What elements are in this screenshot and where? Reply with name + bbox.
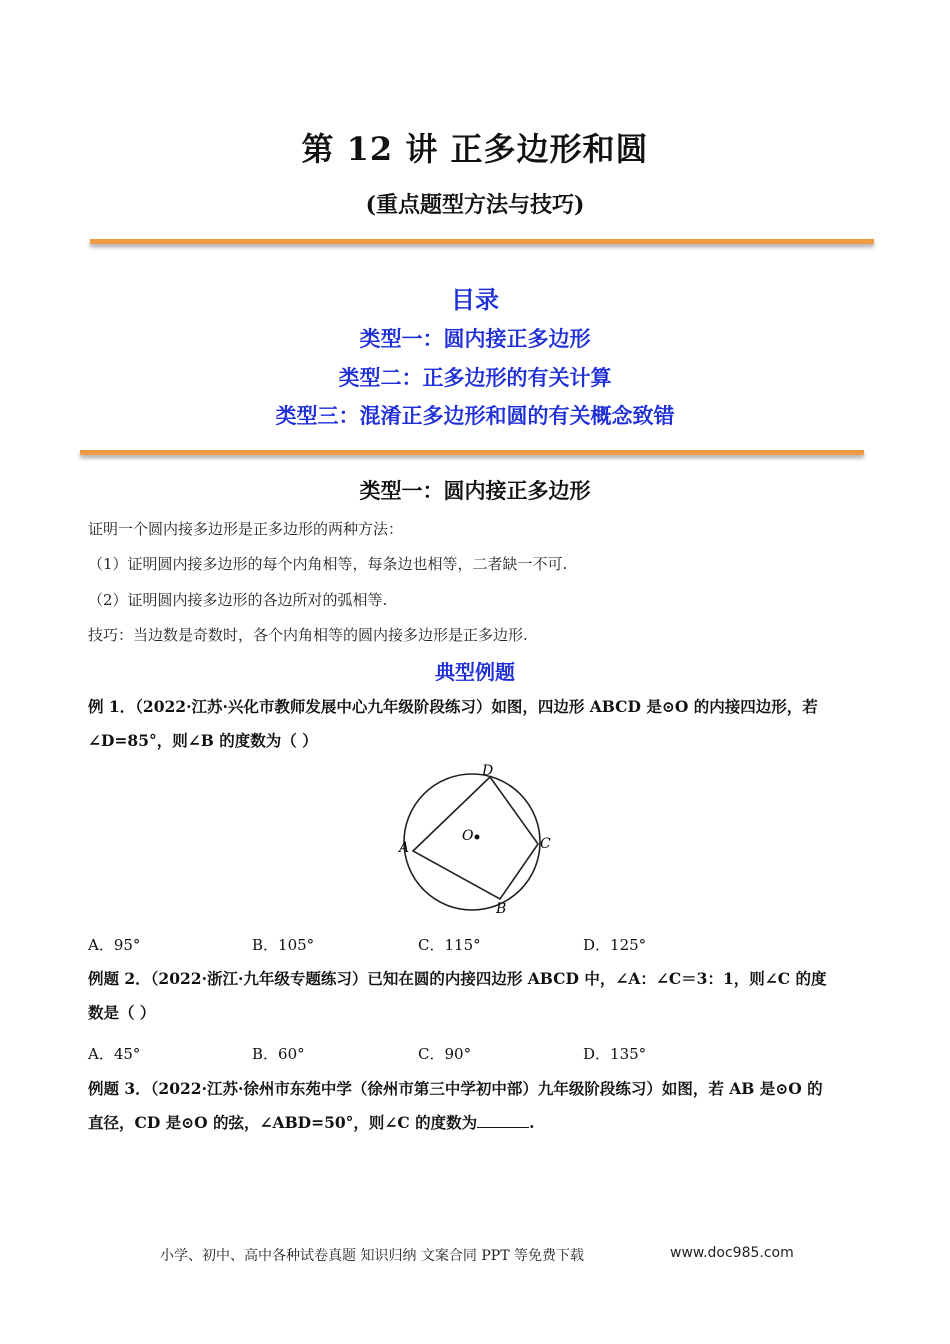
q1-option-a[interactable]: A．95°	[88, 936, 141, 954]
footer-text: 小学、初中、高中各种试卷真题 知识归纳 文案合同 PPT 等免费下载	[160, 1248, 584, 1264]
q1-option-d[interactable]: D．125°	[583, 936, 647, 954]
top-divider	[90, 239, 874, 244]
q3-text	[88, 1072, 863, 1140]
method-intro: 证明一个圆内接多边形是正多边形的两种方法：	[88, 520, 404, 538]
page-title: 第 12 讲 正多边形和圆	[301, 130, 649, 168]
q3-line2: 直径，CD 是⊙O 的弦，∠ABD=50°，则∠C 的度数为	[88, 1113, 478, 1132]
q2-line1: 例题 2．（2022·浙江·九年级专题练习）已知在圆的内接四边形 ABCD 中，∠A：∠C＝3：1，则∠C 的度	[88, 969, 827, 988]
toc-item-2[interactable]: 类型二：正多边形的有关计算	[338, 366, 612, 390]
label-a: A	[399, 840, 410, 856]
q3-period: .	[529, 1113, 535, 1132]
q2-option-d[interactable]: D．135°	[583, 1045, 647, 1063]
q1-figure	[390, 760, 570, 920]
q1-option-b[interactable]: B．105°	[252, 936, 315, 954]
toc-item-1[interactable]: 类型一：圆内接正多边形	[359, 327, 591, 351]
q2-text	[88, 962, 863, 1030]
tip-text: 技巧：当边数是奇数时，各个内角相等的圆内接多边形是正多边形.	[88, 626, 528, 644]
q2-option-b[interactable]: B．60°	[252, 1045, 305, 1063]
toc-heading: 目录	[451, 286, 499, 314]
q1-text	[88, 690, 863, 758]
label-o: O	[462, 828, 474, 844]
q2-option-a[interactable]: A．45°	[88, 1045, 141, 1063]
q2-line2: 数是（ ）	[88, 1003, 156, 1022]
answer-blank[interactable]	[477, 1113, 529, 1128]
q1-option-c[interactable]: C．115°	[418, 936, 481, 954]
toc-item-3[interactable]: 类型三：混淆正多边形和圆的有关概念致错	[275, 404, 675, 428]
label-c: C	[540, 836, 551, 852]
q2-option-c[interactable]: C．90°	[418, 1045, 472, 1063]
label-b: B	[496, 901, 507, 917]
toc-divider	[80, 450, 864, 455]
method-2: （2）证明圆内接多边形的各边所对的弧相等.	[88, 591, 388, 609]
q1-line1: 例 1．（2022·江苏·兴化市教师发展中心九年级阶段练习）如图，四边形 ABCD 是⊙O 的内接四边形，若	[88, 697, 818, 716]
method-1: （1）证明圆内接多边形的每个内角相等，每条边也相等，二者缺一不可.	[88, 555, 568, 573]
label-d: D	[482, 763, 494, 779]
section-heading: 类型一：圆内接正多边形	[359, 479, 591, 503]
footer-url[interactable]: www.doc985.com	[670, 1245, 794, 1261]
examples-heading: 典型例题	[435, 660, 515, 684]
page-subtitle: (重点题型方法与技巧)	[365, 192, 585, 218]
q3-line1: 例题 3．（2022·江苏·徐州市东苑中学（徐州市第三中学初中部）九年级阶段练习）如图，若 AB 是⊙O 的	[88, 1079, 823, 1098]
q3-line2-wrap	[88, 1106, 863, 1140]
q1-line2: ∠D=85°，则∠B 的度数为（ ）	[88, 731, 318, 750]
center-point	[475, 835, 480, 840]
